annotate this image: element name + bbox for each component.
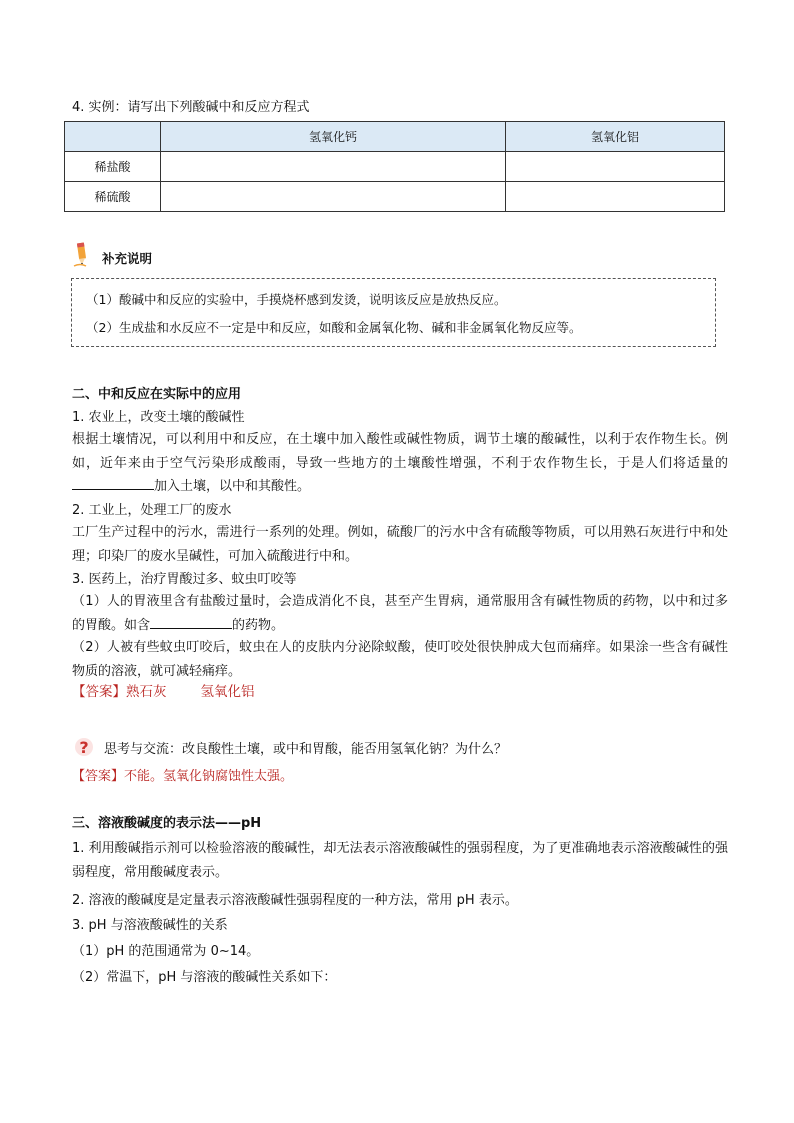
table-header-cell: 氢氧化铝 [506,122,725,152]
table-header-row [65,122,725,152]
supplement-box [71,278,716,347]
agri-title: 1. 农业上，改变土壤的酸碱性 [72,410,245,425]
question-4-heading: 4. 实例：请写出下列酸碱中和反应方程式 [72,100,310,115]
answer-value: 氢氧化铝 [200,684,255,700]
medicine-paragraph-2: （2）人被有些蚊虫叮咬后，蚊虫在人的皮肤内分泌除蚁酸，使叮咬处很快肿成大包而痛痒。如果涂一些含有碱性物质的溶液，就可减轻痛痒。 [72,640,728,679]
table-header-cell [65,122,161,152]
neutralization-table [64,121,725,212]
agri-text-1: 根据土壤情况，可以利用中和反应，在土壤中加入酸性或碱性物质，调节土壤的酸碱性，以利于农作物生长。例如，近年来由于空气污染形成酸雨，导致一些地方的土壤酸性增强，不利于农作物生长，于是人们将适量的 [72,432,728,471]
section-3-paragraph-3: 3. pH 与溶液酸碱性的关系 [72,918,228,933]
answer-line [72,683,255,701]
table-row [65,152,725,182]
medicine-text-2: 的药物。 [232,617,285,633]
medicine-blank[interactable] [150,614,232,629]
supplement-line: （2）生成盐和水反应不一定是中和反应，如酸和金属氧化物、碱和非金属氧化物反应等。 [86,320,582,335]
section-2-title: 二、中和反应在实际中的应用 [72,387,242,402]
supplement-line: （1）酸碱中和反应的实验中，手摸烧杯感到发烫，说明该反应是放热反应。 [86,292,507,307]
industry-title: 2. 工业上，处理工厂的废水 [72,503,232,518]
think-answer-text: 不能。氢氧化钠腐蚀性太强。 [124,769,294,784]
medicine-title: 3. 医药上，治疗胃酸过多、蚊虫叮咬等 [72,572,297,587]
table-header-cell: 氢氧化钙 [161,122,506,152]
agri-paragraph [72,428,728,499]
think-question: 思考与交流：改良酸性土壤，或中和胃酸，能否用氢氧化钠？为什么？ [104,742,508,757]
answer-label: 【答案】 [72,684,126,700]
table-row [65,182,725,212]
table-cell[interactable] [161,152,506,182]
industry-paragraph: 工厂生产过程中的污水，需进行一系列的处理。例如，硫酸厂的污水中含有硫酸等物质，可以用熟石灰进行中和处理；印染厂的废水呈碱性，可加入硫酸进行中和。 [72,525,728,564]
think-answer-label: 【答案】 [72,769,125,784]
section-3-paragraph-4: （1）pH 的范围通常为 0~14。 [72,944,260,959]
section-3-title: 三、溶液酸碱度的表示法——pH [72,816,262,831]
supplement-title: 补充说明 [102,251,153,266]
section-3-paragraph-2: 2. 溶液的酸碱度是定量表示溶液酸碱性强弱程度的一种方法，常用 pH 表示。 [72,893,518,908]
table-row-label: 稀硫酸 [65,182,161,212]
table-cell[interactable] [506,152,725,182]
answer-value: 熟石灰 [126,684,167,700]
agri-blank[interactable] [72,475,154,490]
svg-text:?: ? [79,738,89,757]
section-3-paragraph-5: （2）常温下，pH 与溶液的酸碱性关系如下： [72,970,337,985]
think-answer [72,768,293,786]
table-cell[interactable] [161,182,506,212]
section-3-paragraph-1: 1. 利用酸碱指示剂可以检验溶液的酸碱性，却无法表示溶液酸碱性的强弱程度，为了更准确地表示溶液酸碱性的强弱程度，常用酸碱度表示。 [72,841,728,880]
table-cell[interactable] [506,182,725,212]
medicine-paragraph-1 [72,590,728,637]
question-icon [74,736,94,758]
agri-text-2: 加入土壤，以中和其酸性。 [154,479,311,494]
table-row-label: 稀盐酸 [65,152,161,182]
pencil-icon [72,242,96,268]
medicine-text-1: （1）人的胃液里含有盐酸过量时，会造成消化不良，甚至产生胃病，通常服用含有碱性物质的药物，以中和过多的胃酸。如含 [72,594,728,633]
